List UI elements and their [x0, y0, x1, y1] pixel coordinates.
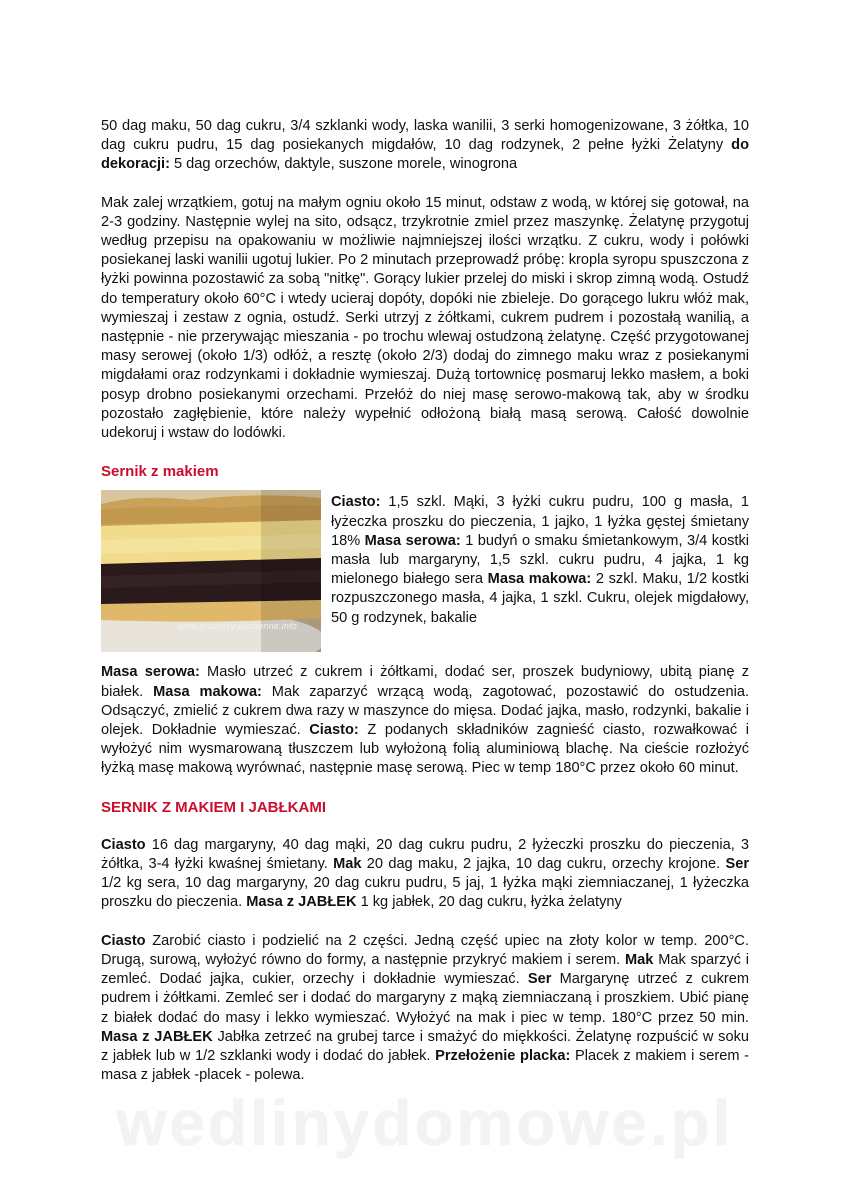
recipe-figure-row — [101, 487, 749, 663]
recipe2-method: Masa serowa: Masło utrzeć z cukrem i żółtkami, dodać ser, proszek budyniowy, ubitą pianę z białek. Masa makowa: Mak zaparzyć wrzącą wodą, zagotować, pozostawić do ostudzenia. Odsączyć, zmielić z cukrem dwa razy w maszynce do mięsa. Dodać jajka, masło, rodzynki, bakalie i olejek. Dokładnie wymieszać. Ciasto: Z podanych składników zagnieść ciasto, rozwałkować i wyłożyć nim wysmarowaną tłuszczem lub wyłożoną folią aluminiową blachę. Na cieście rozłożyć łyżką masę makową wyrównać, następnie masę serową. Piec w temp 180°C przez około 60 minut. — [101, 664, 749, 777]
intro-ingredients: 50 dag maku, 50 dag cukru, 3/4 szklanki wody, laska wanilii, 3 serki homogenizowane, 3 żółtka, 10 dag cukru pudru, 15 dag posiekanych migdałów, 10 dag rodzynek, 2 pełne łyżki Żelatyny do dekoracji: 5 dag orzechów, daktyle, suszone morele, winogrona — [101, 118, 749, 173]
cheesecake-photo — [101, 490, 321, 652]
document-page — [101, 117, 749, 1085]
recipe3-method: Ciasto Zarobić ciasto i podzielić na 2 części. Jedną część upiec na złoty kolor w temp. 200°C. Drugą, surową, wyłożyć równo do formy, a następnie przykryć makiem i serem. Mak Mak sparzyć i zemleć. Dodać jajka, cukier, orzechy i dokładnie wymieszać. Ser Margarynę utrzeć z cukrem pudrem i żółtkami. Zemleć ser i dodać do margaryny z mąką ziemniaczaną i proszkiem. Ubić pianę z białek dodać do masy i lekko wymieszać. Wyłożyć na mak i piec w temp. 180°C przez 50 min. Masa z JABŁEK Jabłka zetrzeć na grubej tarce i smażyć do miękkości. Żelatynę rozpuścić w soku z jabłek lub w 1/2 szklanki wody i dodać do jabłek. Przełożenie placka: Placek z makiem i serem - masa z jabłek -placek - polewa. — [101, 932, 750, 1084]
recipe2-ingredients: Ciasto: 1,5 szkl. Mąki, 3 łyżki cukru pudru, 100 g masła, 1 łyżeczka proszku do pieczenia, 1 jajko, 1 łyżka gęstej śmietany 18% Masa serowa: 1 budyń o smaku śmietankowym, 3/4 kostki masła lub margaryny, 1,5 szkl. cukru pudru, 4 jajka, 1 kg mielonego białego sera Masa makowa: 2 szkl. Maku, 1/2 kostki rozpuszczonego masła, 4 jajka, 1 szkl. Cukru, olejek migdałowy, 50 g rodzynek, bakalie — [331, 494, 749, 626]
site-watermark: wedlinydomowe.pl — [116, 1087, 734, 1159]
recipe-title-sernik-z-makiem: Sernik z makiem — [101, 463, 219, 481]
recipe-title-sernik-z-makiem-i-jablkami: SERNIK Z MAKIEM I JABŁKAMI — [101, 798, 326, 816]
intro-method: Mak zalej wrzątkiem, gotuj na małym ogniu około 15 minut, odstaw z wodą, w której się gotował, na 2-3 godziny. Następnie wylej na sito, odsącz, trzykrotnie zmiel przez maszynkę. Żelatynę przygotuj według przepisu na opakowaniu w możliwie najmniejszej ilości wrzątku. Z cukru, wody i połówki posiekanej laski wanilii ugotuj lukier. Po 2 minutach przeprowadź próbę: kropla syropu spuszczona z łyżki powinna pozostawić za sobą "nitkę". Gorący lukier przelej do miski i skrop zimną wodą. Ostudź do temperatury około 60°C i wtedy ucieraj dopóty, dopóki nie zbieleje. Do gorącego lukru włóż mak, wymieszaj i zestaw z ognia, ostudź. Serki utrzyj z żółtkami, cukrem pudrem i pozostałą wanilią, a następnie - nie przerywając mieszania - po trochu wlewaj ostudzoną żelatynę. Część przygotowanej masy serowej (około 1/3) odłóż, a resztę (około 2/3) dodaj do zimnego maku wraz z posiekanymi migdałami oraz rodzynkami i dokładnie wymieszaj. Dużą tortownicę posmaruj lekko masłem, a boki posyp drobno posiekanymi orzechami. Przełóż do niej masę serowo-makową tak, aby w środku pozostało zagłębienie, które należy wypełnić odłożoną białą masą serową. Całość dowolnie udekoruj i wstaw do lodówki. — [101, 194, 749, 442]
recipe3-ingredients: Ciasto 16 dag margaryny, 40 dag mąki, 20 dag cukru pudru, 2 łyżeczki proszku do pieczenia, 3 żółtka, 3-4 łyżki kwaśnej śmietany. Mak 20 dag maku, 2 jajka, 10 dag cukru, orzechy krojone. Ser 1/2 kg sera, 10 dag margaryny, 20 dag cukru pudru, 5 jaj, 1 łyżka mąki ziemniaczanej, 1 łyżeczka proszku do pieczenia. Masa z JABŁEK 1 kg jabłek, 20 dag cukru, łyżka żelatyny — [101, 836, 749, 911]
photo-watermark-caption: www.przepisy-kuchenne.info — [177, 621, 297, 632]
